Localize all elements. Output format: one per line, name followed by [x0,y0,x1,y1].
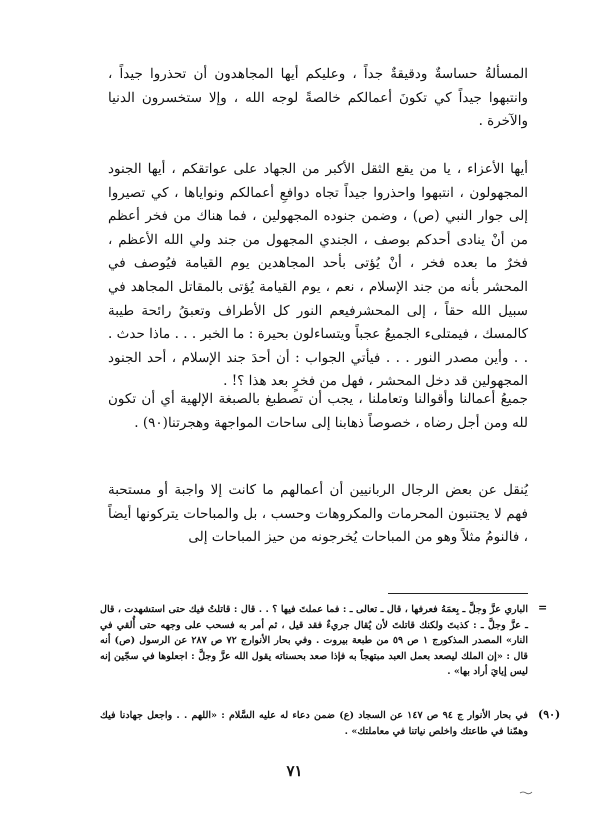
body-paragraph: جميعُ أعمالنا وأقوالنا وتعاملنا ، يجب أن تصطبغ بالصبغة الإلهية أي أن تكون لله ومن أجل رضاه ، خصوصاً ذهابنا إلى ساحات المواجهة وهجرتنا(٩٠) . [108,391,528,431]
footnote-marker: = [538,601,548,614]
page-number: ٧١ [286,762,303,780]
body-paragraph: أيها الأعزاء ، يا من يقع الثقل الأكبر من الجهاد على عواتقكم ، أيها الجنود المجهولون ، انتبهوا واحذروا جيداً تجاه دوافعِ أعمالكم ونواياها ، كي تصيروا إلى جوار النبي (ص) ، وضمن جنوده المجهولين ، فما هناك من فخر أعظم من أنْ ينادى أحدكم بوصف ، الجندي المجهول من جند ولي الله الأعظم ، فخرٌ ما بعده فخر ، أنْ يُؤتى بأحد المجاهدين يوم القيامة فيُوصف في المحشر بأنه من جند الإسلام ، نعم ، يوم القيامة يُؤتى بالمقاتل المجاهد في سبيل الله حقاً ، إلى المحشرفيعم النور كل الأطراف وتعبقُ رائحة طيبة كالمسك ، فيمتلىء الجميعُ عجباً ويتساءلون بحيرة : ما الخبر . . . ماذا حدث . . . وأين مصدر النور . . . فيأتي الجواب : أن أحدَ جند الإسلام ، أحد الجنود المجهولين قد دخل المحشر ، فهل من فخرٍ بعد هذا ؟! . [108,161,528,390]
footnote-marker: (٩٠) [538,708,561,721]
body-paragraph: يُنقل عن بعض الرجال الربانيين أن أعمالهم ما كانت إلا واجبة أو مستحبة فهم لا يجتنبون المحرمات والمكروهات وحسب ، بل والمباحات يتركونها أيضاً ، فالنومُ مثلاً وهو من المباحات يُخرجونه من حيز المباحات إلى [108,482,528,546]
body-paragraph: المسألةُ حساسةٌ ودقيقةٌ جداً ، وعليكم أيها المجاهدون أن تحذروا جيداً ، وانتبهوا جيداً كي تكونَ أعمالكم خالصةً لوجه الله ، وإلا ستخسرون الدنيا والآخرة . [108,66,528,130]
footnote-divider [388,593,528,594]
footnote-text: في بحار الأنوار ج ٩٤ ص ١٤٧ عن السجاد (ع) ضمن دعاء له عليه السَّلام : «اللهم . . واجعل جهادنا فيك وهمّنا في طاعتك واخلص نياتنا في معاملتك» . [100,710,528,737]
scan-speck-mark [519,790,533,795]
footnote-text: الباري عزَّ وجلَّ ـ بِعمَهُ فعرفها ، قال ـ تعالى ـ : فما عملتَ فيها ؟ . . قال : قاتلتُ فيك حتى استشهدت ، قال ـ عزَّ وجلَّ ـ : كذبتَ ولكنك قاتلتَ لأن يُقال جريءٌ فقد قيل ، ثم أمر به فسحب على وجهه حتى أُلقي في النار» المصدر المذكورج ١ ص ٥٩ من طبعة بيروت . وفي بحار الأنوارج ٧٢ ص ٢٨٧ عن الرسول (ص) أنه قال : «إن الملك ليصعد بعمل العبد مبتهجاً به فإذا صعد بحسناته يقول الله عزَّ وجلَّ : اجعلوها في سجّين إنه ليس إيايَ أراد بها» . [100,604,529,678]
